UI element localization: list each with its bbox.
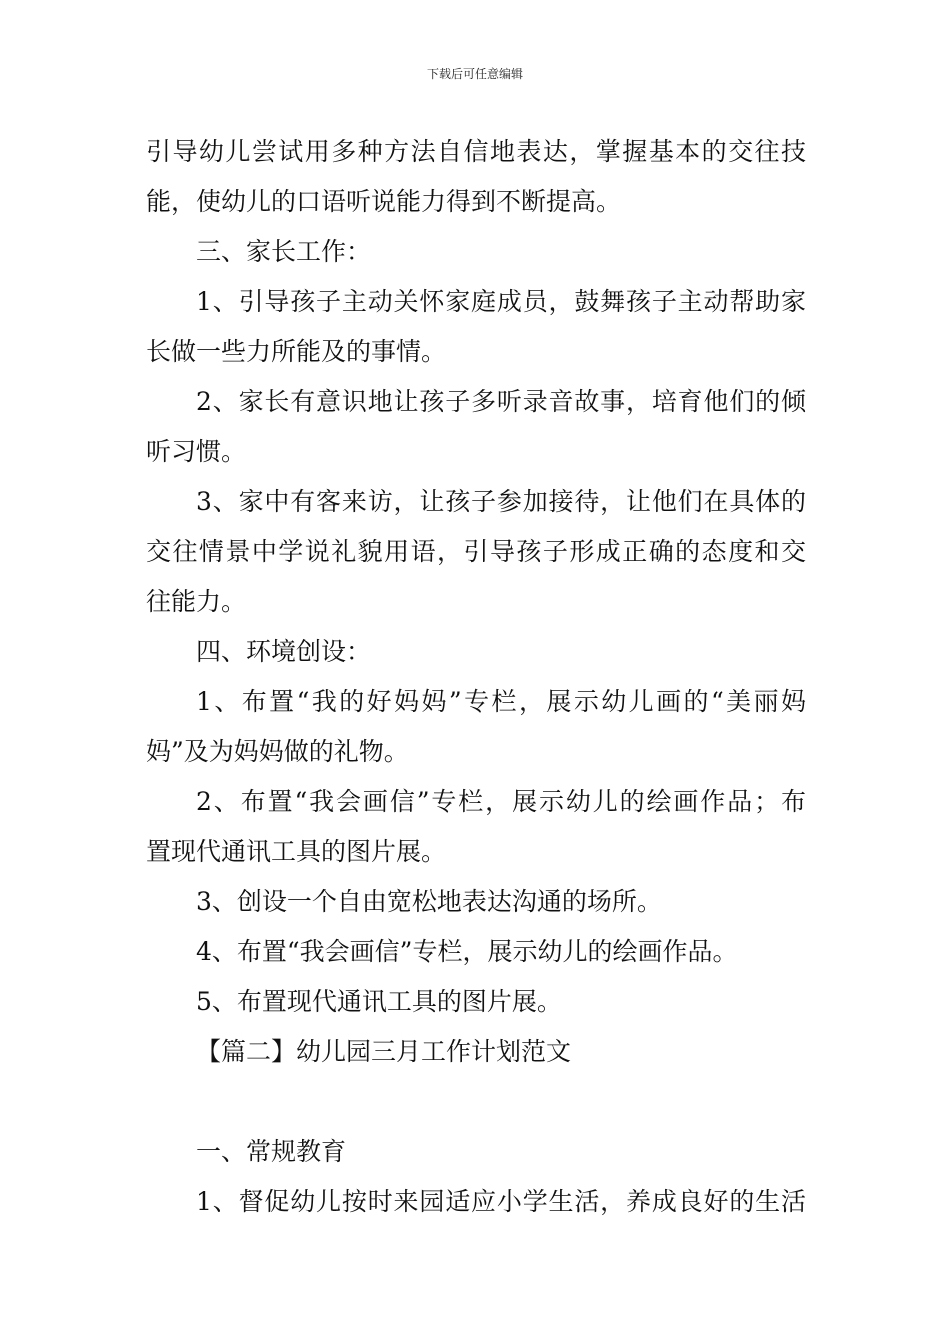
section-heading-parent-work: 三、家长工作： bbox=[196, 237, 372, 266]
page-header-note: 下载后可任意编辑 bbox=[426, 67, 523, 81]
text-line: 能，使幼儿的口语听说能力得到不断提高。 bbox=[146, 187, 622, 216]
text-line: 1、布置“我的好妈妈”专栏，展示幼儿画的“美丽妈 bbox=[196, 687, 806, 716]
text-line: 2、布置“我会画信”专栏，展示幼儿的绘画作品；布 bbox=[196, 787, 806, 816]
text-line: 长做一些力所能及的事情。 bbox=[146, 337, 447, 366]
text-line: 引导幼儿尝试用多种方法自信地表达，掌握基本的交往技 bbox=[146, 137, 806, 166]
text-line: 听习惯。 bbox=[146, 437, 247, 466]
text-line: 3、家中有客来访，让孩子参加接待，让他们在具体的 bbox=[196, 487, 806, 516]
section-heading-routine-education: 一、常规教育 bbox=[196, 1137, 347, 1166]
text-line: 4、布置“我会画信”专栏，展示幼儿的绘画作品。 bbox=[196, 937, 738, 966]
article-title-part-two: 【篇二】幼儿园三月工作计划范文 bbox=[196, 1037, 572, 1066]
blank-line bbox=[146, 1077, 806, 1127]
text-line: 1、督促幼儿按时来园适应小学生活，养成良好的生活 bbox=[196, 1187, 806, 1216]
section-heading-environment: 四、环境创设： bbox=[196, 637, 372, 666]
text-line: 置现代通讯工具的图片展。 bbox=[146, 837, 447, 866]
text-line: 妈”及为妈妈做的礼物。 bbox=[146, 737, 409, 766]
text-line: 2、家长有意识地让孩子多听录音故事，培育他们的倾 bbox=[196, 387, 806, 416]
text-line: 5、布置现代通讯工具的图片展。 bbox=[196, 987, 562, 1016]
document-body bbox=[146, 127, 806, 1227]
text-line: 3、创设一个自由宽松地表达沟通的场所。 bbox=[196, 887, 662, 916]
text-line: 往能力。 bbox=[146, 587, 247, 616]
text-line: 交往情景中学说礼貌用语，引导孩子形成正确的态度和交 bbox=[146, 537, 806, 566]
text-line: 1、引导孩子主动关怀家庭成员，鼓舞孩子主动帮助家 bbox=[196, 287, 806, 316]
